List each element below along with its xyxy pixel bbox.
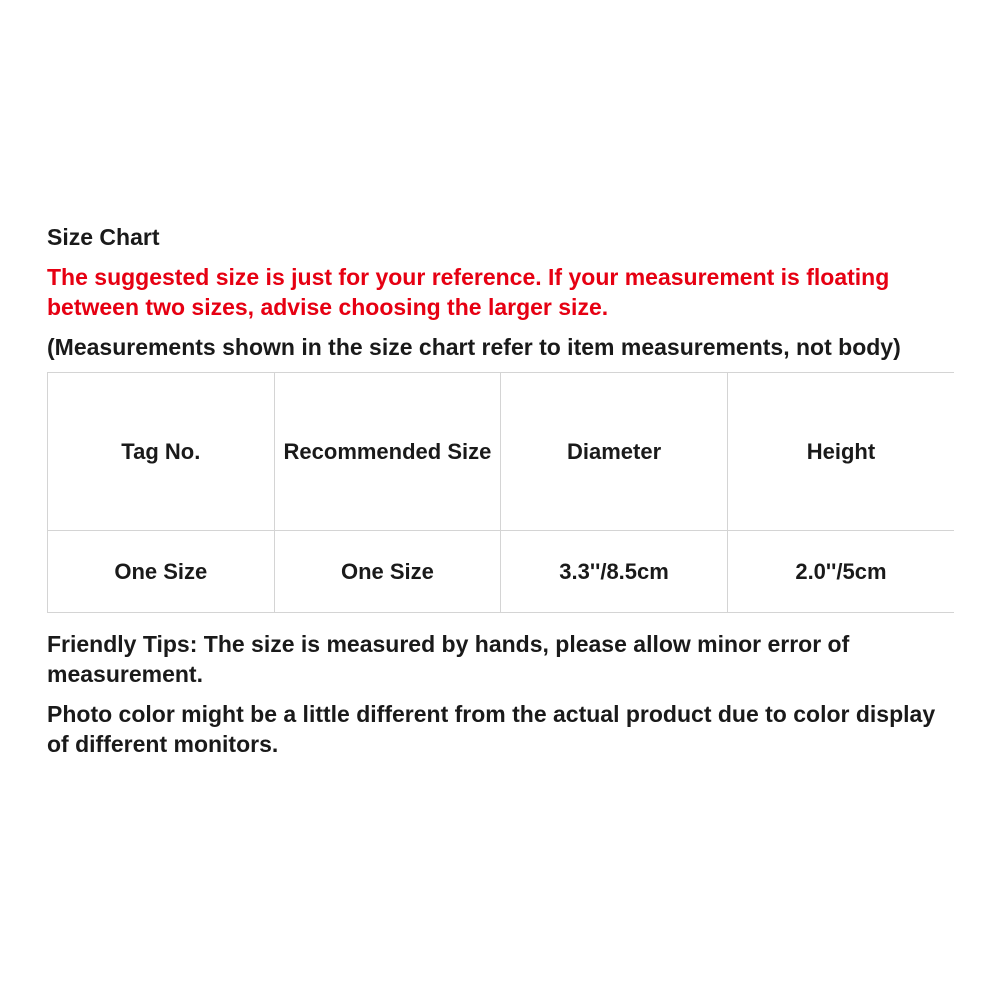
size-chart-document <box>47 222 957 769</box>
measurement-note: (Measurements shown in the size chart refer to item measurements, not body) <box>47 334 901 360</box>
photo-color-tip: Photo color might be a little different from the actual product due to color display of different monitors. <box>47 701 936 757</box>
cell-recommended-size: One Size <box>274 531 501 613</box>
size-chart-title: Size Chart <box>47 224 160 250</box>
header-diameter: Diameter <box>501 373 728 531</box>
table-header-row <box>48 373 955 531</box>
friendly-tip: Friendly Tips: The size is measured by hands, please allow minor error of measurement. <box>47 631 850 687</box>
size-warning-text: The suggested size is just for your reference. If your measurement is floating between two sizes, advise choosing the larger size. <box>47 264 890 320</box>
table-row <box>48 531 955 613</box>
header-height: Height <box>727 373 954 531</box>
header-recommended-size: Recommended Size <box>274 373 501 531</box>
cell-height: 2.0''/5cm <box>727 531 954 613</box>
size-table <box>47 372 954 613</box>
cell-tag-no: One Size <box>48 531 275 613</box>
cell-diameter: 3.3''/8.5cm <box>501 531 728 613</box>
header-tag-no: Tag No. <box>48 373 275 531</box>
